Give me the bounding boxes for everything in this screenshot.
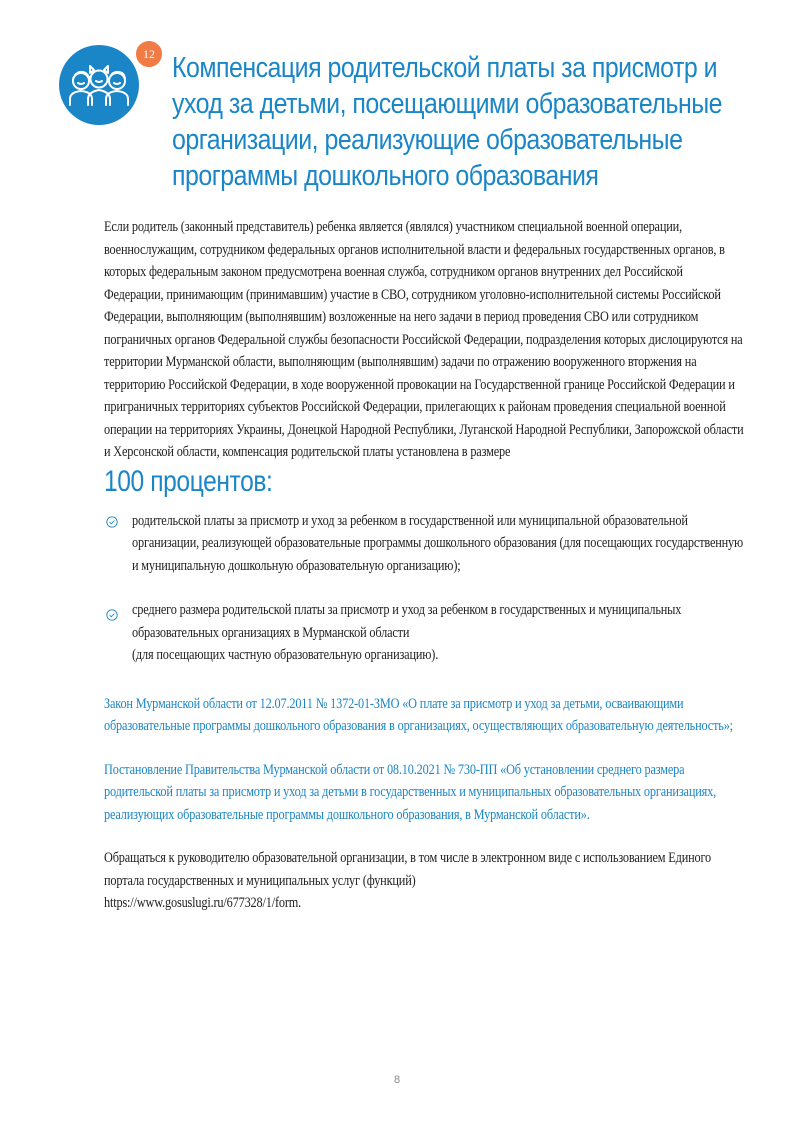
list-item-text: среднего размера родительской платы за присмотр и уход за ребенком в государственных и муниципальных образовательных организациях в Мурманской области — [132, 602, 682, 641]
page-title: Компенсация родительской платы за присмотр и уход за детьми, посещающими образовательные организации, реализующие образовательные программы дошкольного образования — [172, 52, 722, 192]
benefit-list — [104, 510, 744, 667]
highlight-percent: 100 процентов: — [104, 464, 273, 498]
section-icon — [59, 37, 159, 127]
law-reference: Закон Мурманской области от 12.07.2011 № 1372-01-ЗМО «О плате за присмотр и уход за детьми, осваивающими образовательные программы дошкольного образования в организациях, осуществляющих образовательную деятельность»; — [104, 695, 733, 734]
list-item — [104, 510, 744, 578]
intro-paragraph: Если родитель (законный представитель) ребенка является (являлся) участником специальной военной операции, военнослужащим, сотрудником федеральных органов исполнительной власти и федеральных государственных органов, в которых федеральным законом предусмотрена военная служба, сотрудником органов внутренних дел Российской Федерации, принимающим (принимавшим) участие в СВО, сотрудником уголовно-исполнительной системы Российской Федерации, выполняющим (выполнявшим) возложенные на него задачи в период проведения СВО или сотрудником пограничных органов Федеральной службы безопасности Российской Федерации, подразделения которых дислоцируются на территории Мурманской области, выполняющим (выполнявшим) задачи по отражению вооруженного вторжения на территорию Российской Федерации, в ходе вооруженной провокации на Государственной границе Российской Федерации и приграничных территориях субъектов Российской Федерации, прилегающих к районам проведения специальной военной операции на территориях Украины, Донецкой Народной Республики, Луганской Народной Республики, Запорожской области и Херсонской области, компенсация родительской платы установлена в размере — [104, 219, 744, 460]
list-item — [104, 599, 744, 667]
law-reference: Постановление Правительства Мурманской области от 08.10.2021 № 730-ПП «Об установлении среднего размера родительской платы за присмотр и уход за детьми в государственных и муниципальных образовательных организациях, реализующих образовательные программы дошкольного образования, в Мурманской области». — [104, 761, 716, 823]
check-circle-icon — [106, 609, 118, 621]
contact-text: Обращаться к руководителю образовательной организации, в том числе в электронном виде с использованием Единого портала государственных и муниципальных услуг (функций) — [104, 850, 712, 889]
list-item-note: (для посещающих частную образовательную организацию). — [132, 647, 439, 663]
section-number-badge: 12 — [134, 39, 164, 69]
check-circle-icon — [106, 516, 118, 528]
page-number: 8 — [393, 1074, 401, 1086]
content — [104, 216, 744, 915]
list-item-text: родительской платы за присмотр и уход за ребенком в государственной или муниципальной образовательной организации, реализующей образовательные программы дошкольного образования (для посещающих государственную и муниципальную дошкольную образовательную организацию); — [132, 512, 744, 574]
gosuslugi-link[interactable]: https://www.gosuslugi.ru/677328/1/form. — [104, 895, 302, 911]
children-group-icon — [59, 45, 139, 125]
